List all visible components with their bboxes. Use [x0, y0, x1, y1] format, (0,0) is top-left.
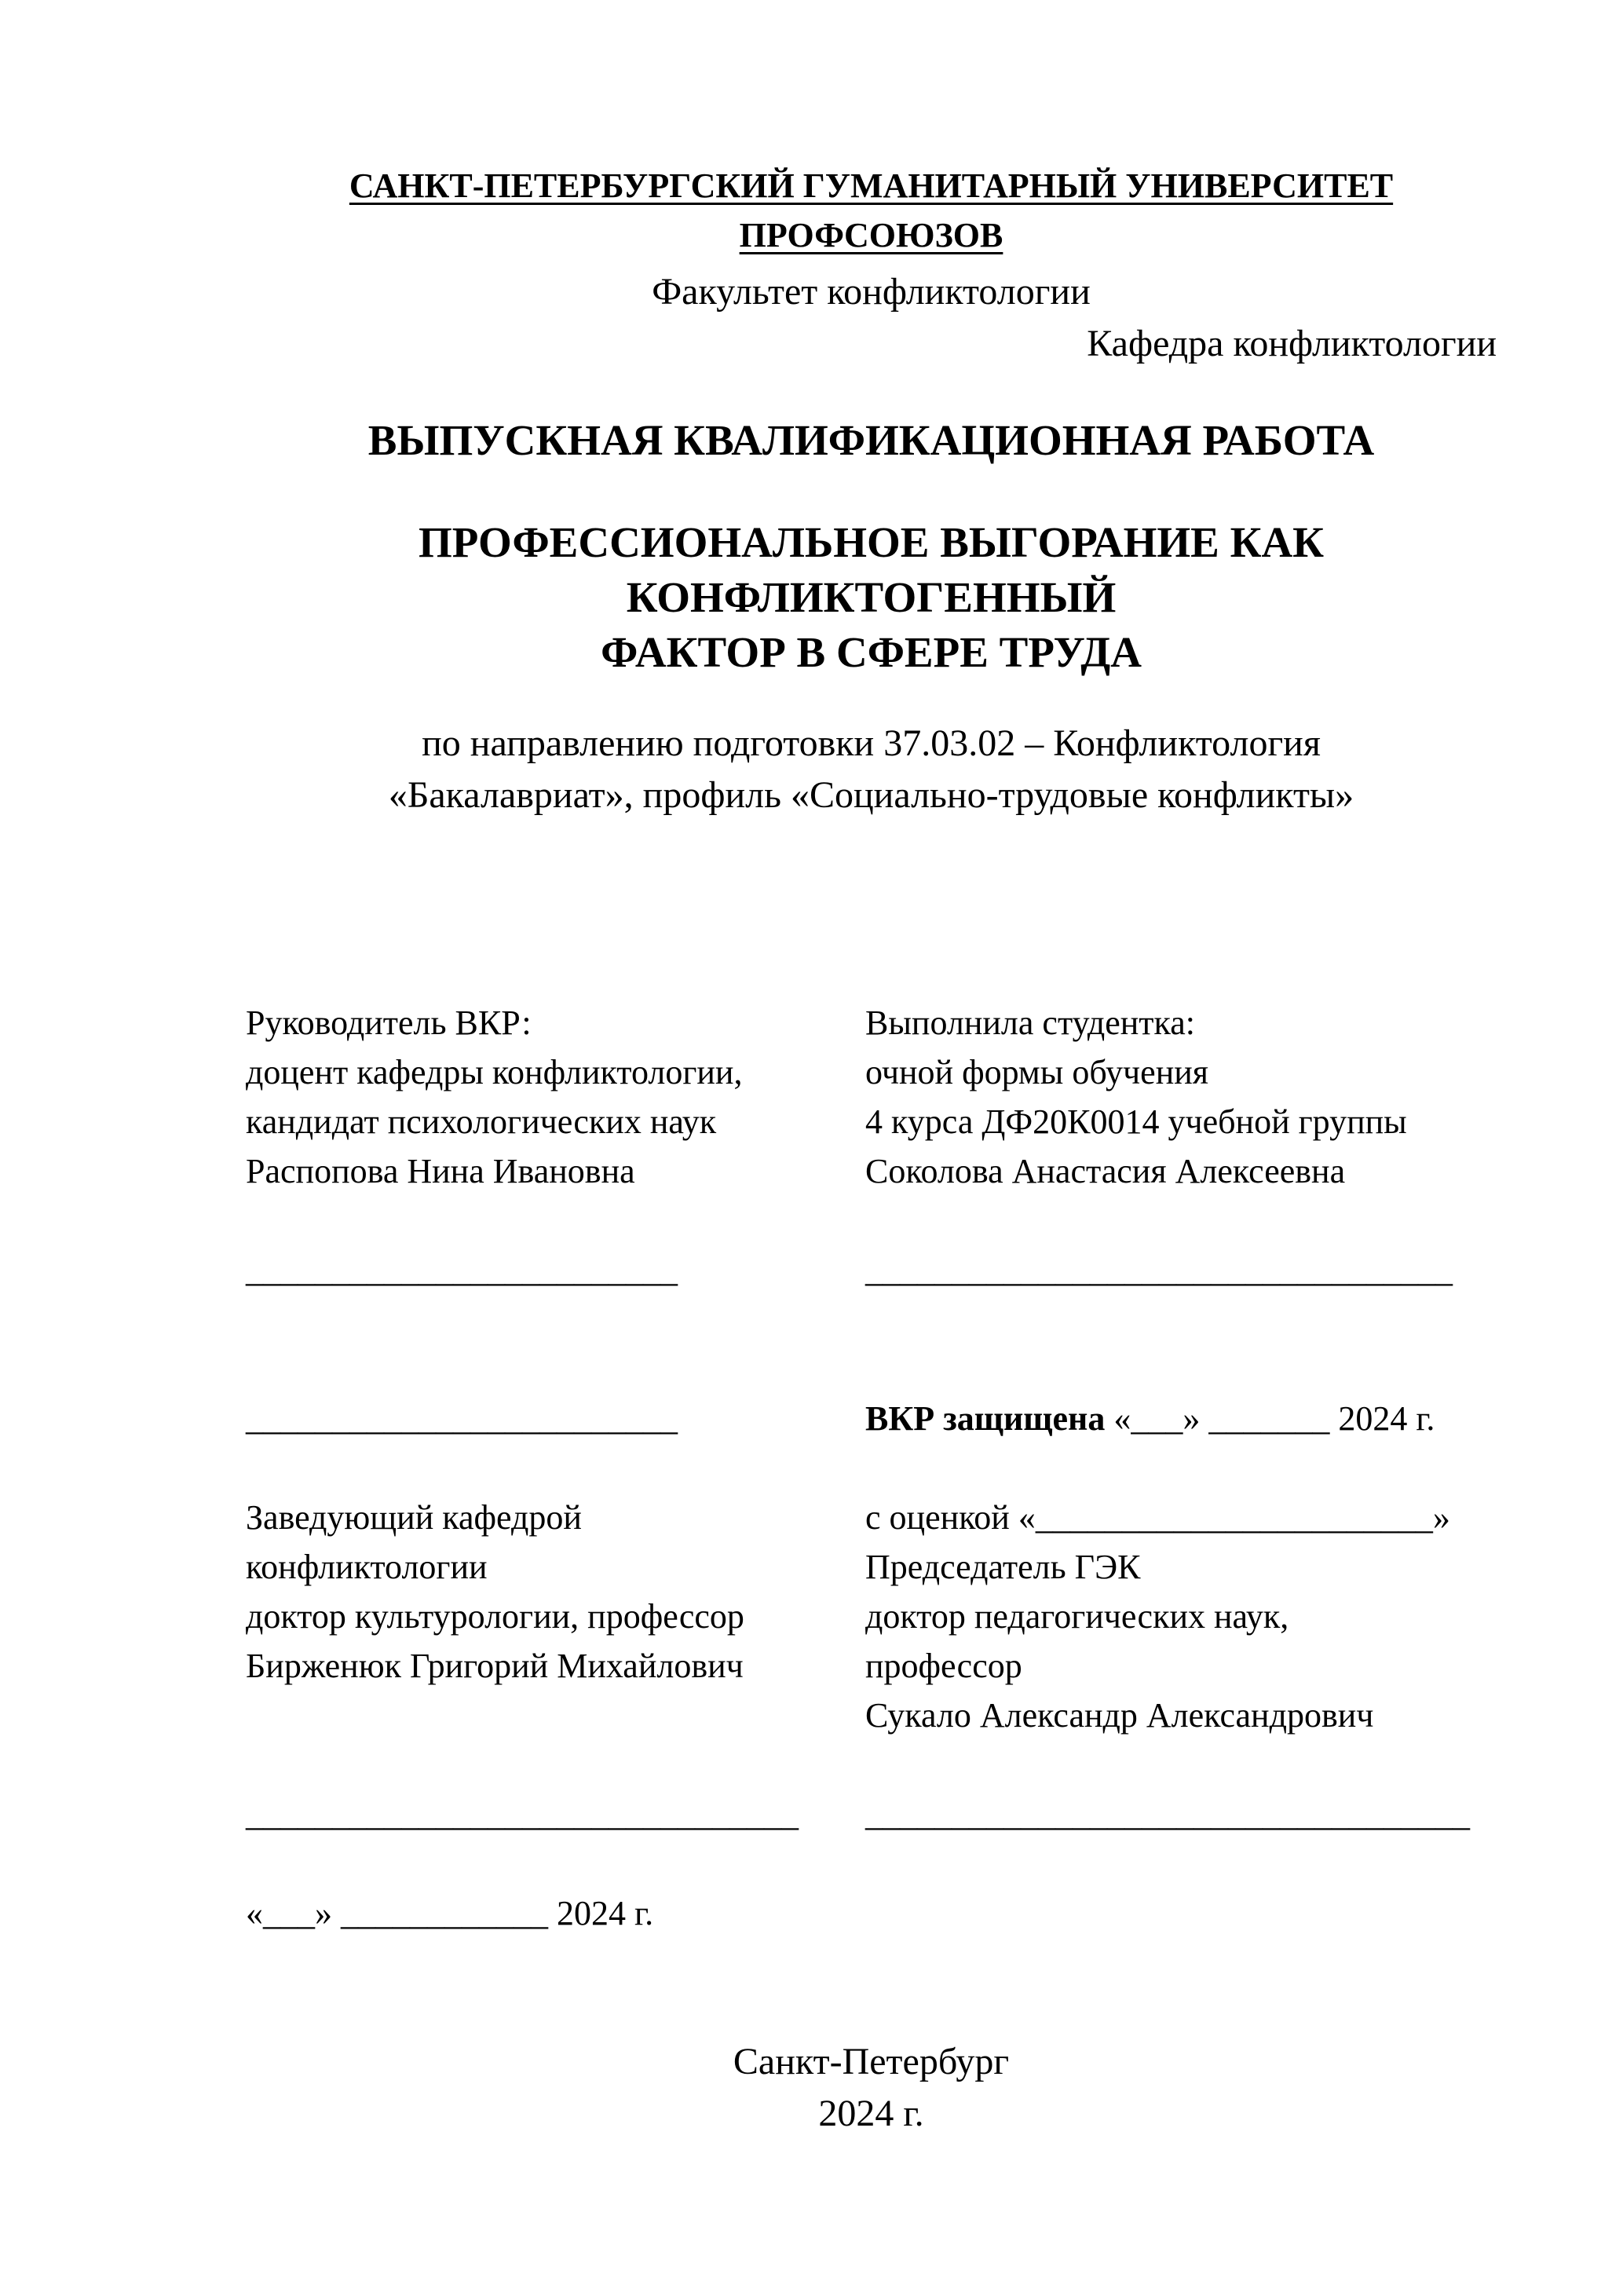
thesis-title-line-2: ФАКТОР В СФЕРЕ ТРУДА: [601, 628, 1142, 676]
dept-head-date-line: «___» ____________ 2024 г.: [246, 1894, 654, 1932]
grade-line: с оценкой «_______________________»: [865, 1498, 1450, 1537]
defense-label: ВКР защищена: [865, 1399, 1106, 1438]
dept-head-name: Бирженюк Григорий Михайлович: [246, 1647, 744, 1685]
supervisor-heading: Руководитель ВКР:: [246, 1004, 532, 1042]
city-name: Санкт-Петербург: [733, 2041, 1010, 2082]
spacer: [246, 1344, 865, 1394]
spacer: [246, 1691, 865, 1740]
right-column: [865, 998, 1497, 1938]
spacer: [246, 1295, 865, 1344]
spacer: [865, 1839, 1497, 1888]
thesis-title: [246, 515, 1497, 680]
spacer: [865, 1295, 1497, 1344]
supervisor-signature-line: _________________________: [246, 1251, 678, 1289]
student-signature-line: __________________________________: [865, 1251, 1453, 1289]
spacer: [865, 1740, 1497, 1790]
faculty-name: Факультет конфликтологии: [652, 271, 1091, 313]
spacer: [246, 1443, 865, 1493]
program-line-2: «Бакалавриат», профиль «Социально-трудовые конфликты»: [388, 774, 1354, 816]
year-line: 2024 г.: [818, 2093, 924, 2134]
student-study-form: очной формы обучения: [865, 1053, 1209, 1091]
dept-head-heading-line-2: конфликтологии: [246, 1548, 488, 1586]
student-name: Соколова Анастасия Алексеевна: [865, 1152, 1346, 1190]
dept-head-degree: доктор культурологии, профессор: [246, 1597, 744, 1636]
dept-head-signature-line-2: ________________________________: [246, 1795, 799, 1834]
defense-date-line: [865, 1394, 1497, 1443]
footer: [246, 2036, 1497, 2140]
student-group: 4 курса ДФ20К0014 учебной группы: [865, 1102, 1407, 1141]
department-name: Кафедра конфликтологии: [1087, 323, 1497, 364]
gek-chair-signature-line: ___________________________________: [865, 1795, 1470, 1834]
supervisor-name: Распопова Нина Ивановна: [246, 1152, 635, 1190]
gek-chair-heading: Председатель ГЭК: [865, 1548, 1141, 1586]
spacer: [246, 1740, 865, 1790]
student-heading: Выполнила студентка:: [865, 1004, 1195, 1042]
supervisor-degree: кандидат психологических наук: [246, 1102, 717, 1141]
thesis-title-line-1: ПРОФЕССИОНАЛЬНОЕ ВЫГОРАНИЕ КАК КОНФЛИКТОГЕННЫЙ: [418, 518, 1325, 621]
spacer: [246, 1839, 865, 1888]
signature-columns: [246, 998, 1497, 1938]
spacer: [865, 1443, 1497, 1493]
dept-head-heading-line-1: Заведующий кафедрой: [246, 1498, 582, 1537]
supervisor-position: доцент кафедры конфликтологии,: [246, 1053, 743, 1091]
university-name: САНКТ-ПЕТЕРБУРГСКИЙ ГУМАНИТАРНЫЙ УНИВЕРСИТЕТ ПРОФСОЮЗОВ: [349, 166, 1394, 254]
degree-program: [246, 718, 1497, 821]
defense-date-blanks: «___» _______ 2024 г.: [1105, 1399, 1435, 1438]
gek-chair-name: Сукало Александр Александрович: [865, 1696, 1374, 1735]
gek-chair-degree: доктор педагогических наук,: [865, 1597, 1289, 1636]
program-line-1: по направлению подготовки 37.03.02 – Конфликтология: [422, 722, 1321, 764]
spacer: [865, 1888, 1497, 1938]
left-column: [246, 998, 865, 1938]
spacer: [865, 1196, 1497, 1245]
work-type-heading: ВЫПУСКНАЯ КВАЛИФИКАЦИОННАЯ РАБОТА: [367, 416, 1375, 464]
spacer: [246, 1196, 865, 1245]
spacer: [865, 1344, 1497, 1394]
dept-head-signature-line: _________________________: [246, 1399, 678, 1438]
gek-chair-rank: профессор: [865, 1647, 1022, 1685]
